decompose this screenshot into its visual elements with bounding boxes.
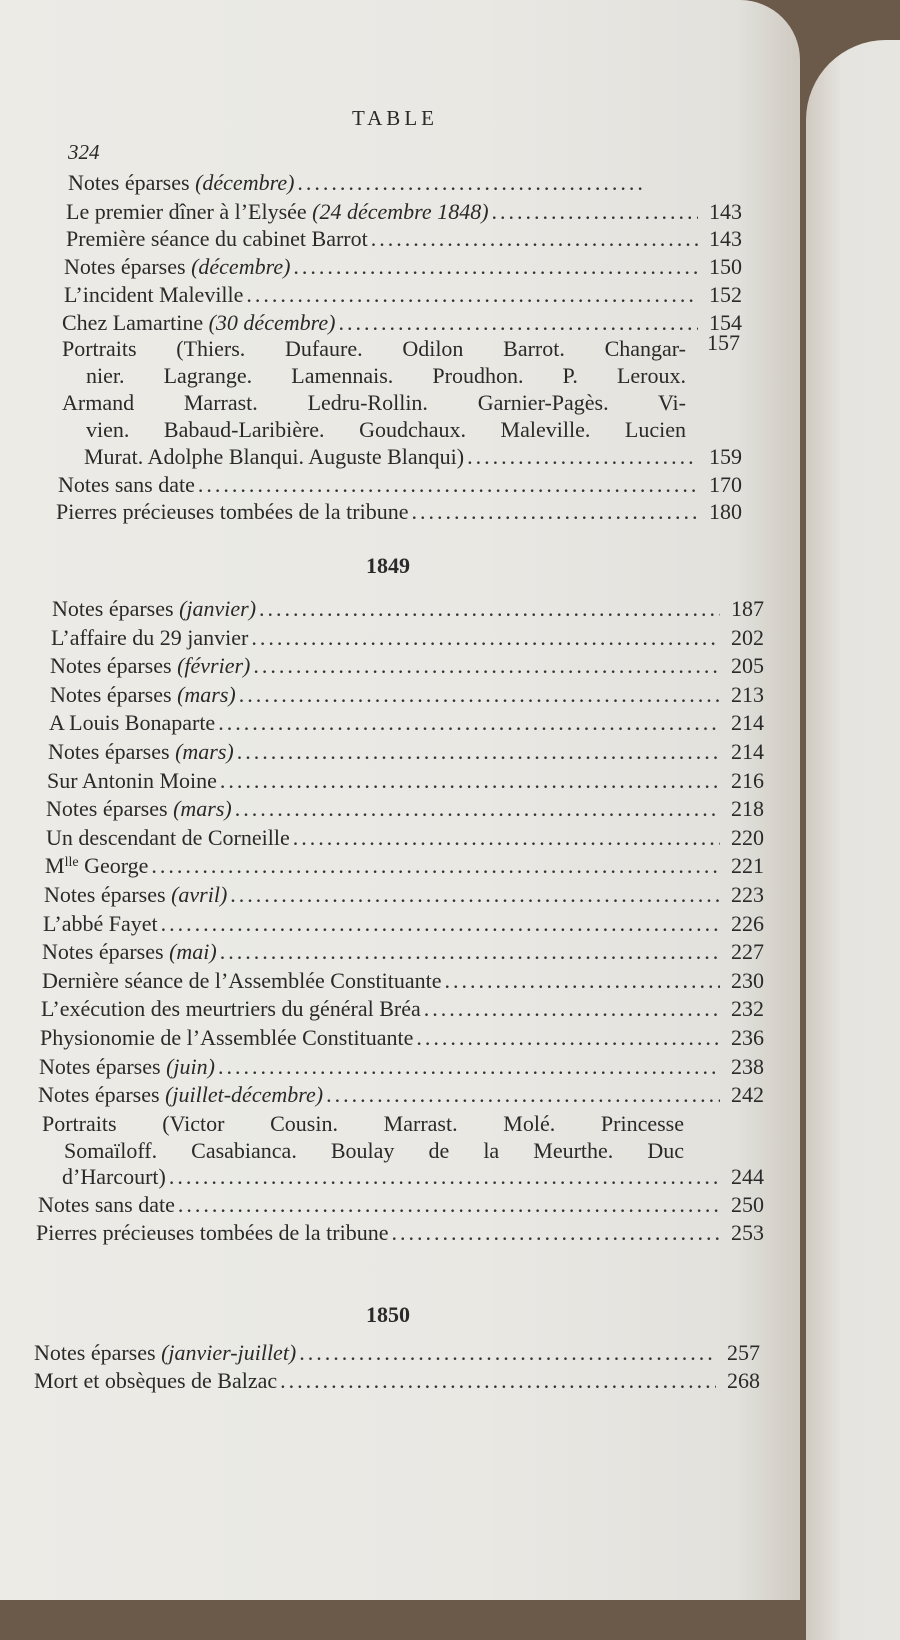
running-title: TABLE [352, 106, 438, 130]
toc-entry: Notes éparses (mai) ..... 227 [42, 939, 764, 967]
page-ref: 214 [731, 710, 764, 736]
leader-dots [299, 1340, 716, 1366]
facing-page-edge [806, 40, 900, 1640]
leader-dots [198, 472, 698, 498]
toc-entry: L’abbé Fayet ..... 226 [43, 911, 764, 939]
page-ref: 226 [731, 910, 764, 936]
leader-dots [161, 911, 720, 937]
leader-dots [235, 796, 720, 822]
page-ref: 159 [709, 444, 742, 469]
toc-entry: Notes éparses (mars) ..... 213 [50, 682, 764, 710]
toc-entry: d’Harcourt) ..... 244 [62, 1164, 764, 1192]
toc-entry: L’incident Maleville ..... 152 [64, 282, 742, 310]
leader-dots [445, 968, 720, 994]
page-ref: 187 [731, 596, 764, 621]
page-ref: 143 [709, 226, 742, 251]
leader-dots [293, 825, 720, 851]
page-ref: 227 [731, 939, 764, 965]
toc-entry: Notes éparses (juillet-décembre) ..... 242 [38, 1082, 764, 1110]
page-ref: 268 [727, 1368, 760, 1393]
leader-dots [259, 596, 720, 622]
toc-entry: Notes éparses (janvier-juillet) ..... 257 [34, 1340, 760, 1368]
leader-dots [251, 625, 720, 651]
toc-entry: Notes éparses (février) ..... 205 [50, 653, 764, 681]
leader-dots [338, 310, 698, 336]
leader-dots [237, 739, 720, 765]
page-ref: 253 [731, 1220, 764, 1245]
toc-entry: Un descendant de Corneille ..... 220 [46, 825, 764, 853]
page-ref: 152 [709, 282, 742, 307]
page-ref: 216 [731, 767, 764, 793]
leader-dots [416, 1025, 720, 1051]
toc-entry: Première séance du cabinet Barrot ..... 143 [66, 226, 742, 254]
leader-dots [280, 1368, 716, 1394]
leader-dots [391, 1220, 720, 1246]
page-ref: 220 [731, 824, 764, 850]
page-ref: 238 [731, 1053, 764, 1079]
toc-entry: Physionomie de l’Assemblée Constituante ..... 236 [40, 1025, 764, 1053]
toc-entry: Murat. Adolphe Blanqui. Auguste Blanqui) ..... 159 [84, 444, 742, 472]
leader-dots [253, 653, 720, 679]
toc-entry: Notes éparses (janvier) ..... 187 [52, 596, 764, 624]
page-ref: 236 [731, 1025, 764, 1050]
page-ref: 170 [709, 472, 742, 497]
toc-entry: $M^{lle}$ George ..... 221 [45, 853, 764, 881]
leader-dots [411, 499, 698, 525]
toc-entry: Le premier dîner à l’Elysée (24 décembre 1848) ..... 143 [66, 199, 742, 227]
toc-entry: Notes sans date ..... 250 [38, 1192, 764, 1220]
toc-entry: Notes éparses (décembre) ..... 150 [64, 254, 742, 282]
leader-dots [220, 939, 720, 965]
toc-entry: Notes sans date ..... 170 [58, 472, 742, 500]
toc-entry: Mort et obsèques de Balzac ..... 268 [34, 1368, 760, 1396]
page-ref: 154 [709, 310, 742, 335]
page-ref: 218 [731, 796, 764, 822]
page-ref: 230 [731, 967, 764, 993]
leader-dots [230, 882, 720, 908]
leader-dots [424, 996, 720, 1022]
toc-entry: Pierres précieuses tombées de la tribune ..... 180 [56, 499, 742, 527]
leader-dots [151, 853, 720, 879]
page-ref: 180 [709, 499, 742, 524]
year-heading: 1850 [366, 1302, 410, 1327]
toc-entry: Notes éparses (juin) ..... 238 [39, 1054, 764, 1082]
page-ref: 214 [731, 739, 764, 764]
year-heading: 1849 [366, 553, 410, 578]
page-ref: 205 [731, 653, 764, 679]
toc-entry: Notes éparses (décembre) ..... [68, 170, 686, 198]
toc-entry: Notes éparses (mars) ..... 218 [46, 796, 764, 824]
page-ref: 242 [731, 1082, 764, 1108]
page-ref: 213 [731, 681, 764, 707]
toc-entry: Chez Lamartine (30 décembre) ..... 154 [62, 310, 742, 338]
leader-dots [218, 710, 720, 736]
leader-dots [239, 682, 720, 708]
toc-entry: Sur Antonin Moine ..... 216 [47, 768, 764, 796]
toc-entry: A Louis Bonaparte ..... 214 [49, 710, 764, 738]
toc-entry: Dernière séance de l’Assemblée Constituante ..... 230 [42, 968, 764, 996]
page-ref: 150 [709, 254, 742, 279]
toc-entry: L’affaire du 29 janvier ..... 202 [51, 625, 764, 653]
toc-entry-portraits: Portraits (Victor Cousin. Marrast. Molé. Princesse Somaïloff. Casabianca. Boulay de la Meurthe. Duc [42, 1111, 684, 1163]
leader-dots [178, 1192, 720, 1218]
page-ref: 221 [731, 853, 764, 879]
page-ref: 257 [727, 1340, 760, 1365]
page-ref: 202 [731, 624, 764, 650]
leader-dots [169, 1164, 720, 1190]
leader-dots [326, 1082, 720, 1108]
page-ref: 244 [731, 1164, 764, 1189]
leader-dots [467, 444, 698, 470]
leader-dots [297, 170, 642, 196]
toc-entry: Notes éparses (avril) ..... 223 [44, 882, 764, 910]
page-ref: 223 [731, 882, 764, 907]
leader-dots [218, 1054, 720, 1080]
page-number: 324 [68, 140, 100, 164]
leader-dots [293, 254, 698, 280]
page-ref: 250 [731, 1192, 764, 1217]
leader-dots [246, 282, 698, 308]
leader-dots [220, 768, 720, 794]
toc-entry: Pierres précieuses tombées de la tribune ..... 253 [36, 1220, 764, 1248]
page-ref: 143 [709, 199, 742, 224]
leader-dots [492, 199, 698, 225]
page-ref: 232 [731, 996, 764, 1022]
leader-dots [371, 226, 698, 252]
toc-entry: L’exécution des meurtriers du général Bréa ..... 232 [41, 996, 764, 1024]
toc-entry-portraits: Portraits (Thiers. Dufaure. Odilon Barrot. Changar- nier. Lagrange. Lamennais. Proudhon. P. Leroux. Armand Marrast. Ledru-Rollin. Garnier-Pagès. Vi- vien. Babaud-Laribière. Goudchaux. Maleville. Lucien [62, 336, 686, 442]
page-ref: 157 [707, 330, 740, 355]
toc-entry: Notes éparses (mars) ..... 214 [48, 739, 764, 767]
